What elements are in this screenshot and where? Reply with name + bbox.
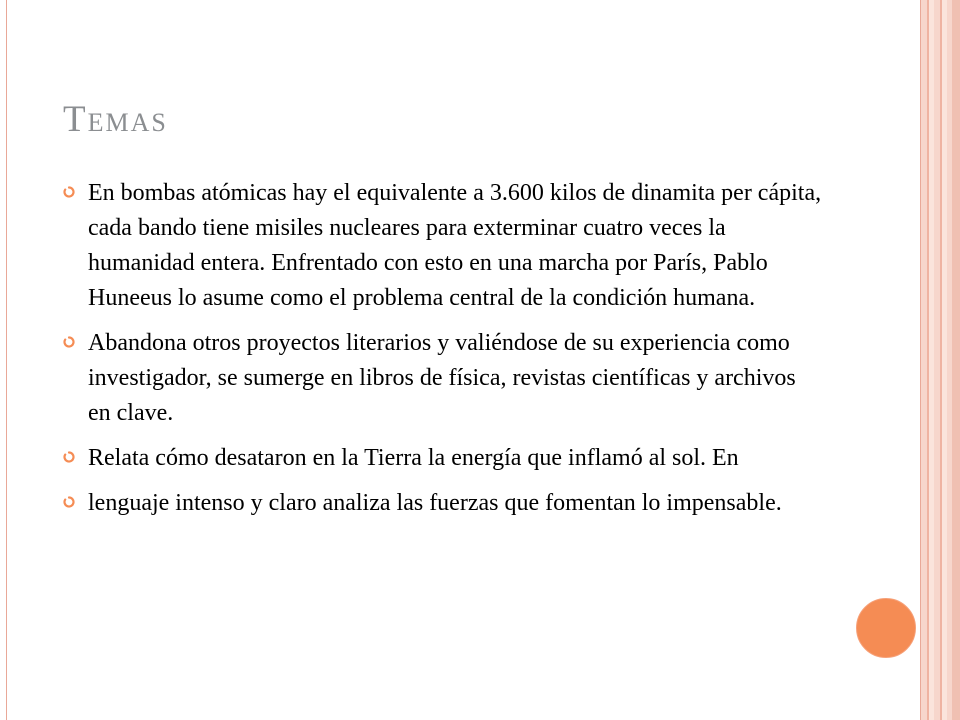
bullet-text: En bombas atómicas hay el equivalente a 3.600 kilos de dinamita per cápita, cada bando tiene misiles nucleares para exterminar cuatro veces la humanidad entera. Enfrentado con esto en una marcha por París, Pablo Huneeus lo asume como el problema central de la condición humana. (88, 180, 822, 311)
bullet-item (63, 486, 823, 521)
ring-bullet-icon (63, 186, 75, 198)
left-border-line (6, 0, 7, 720)
bullet-item (63, 176, 823, 316)
orange-circle-decoration (856, 598, 916, 658)
right-decorative-stripes (921, 0, 960, 720)
bullet-text: Abandona otros proyectos literarios y valiéndose de su experiencia como investigador, se sumerge en libros de física, revistas científicas y archivos en clave. (88, 330, 796, 426)
bullet-text: Relata cómo desataron en la Tierra la energía que inflamó al sol. En (88, 445, 739, 471)
ring-bullet-icon (63, 451, 75, 463)
bullet-text: lenguaje intenso y claro analiza las fuerzas que fomentan lo impensable. (88, 490, 782, 516)
bullet-item (63, 326, 823, 431)
bullet-list (63, 176, 823, 531)
ring-bullet-icon (63, 496, 75, 508)
bullet-item (63, 441, 823, 476)
ring-bullet-icon (63, 336, 75, 348)
slide-title: Temas (63, 99, 168, 140)
